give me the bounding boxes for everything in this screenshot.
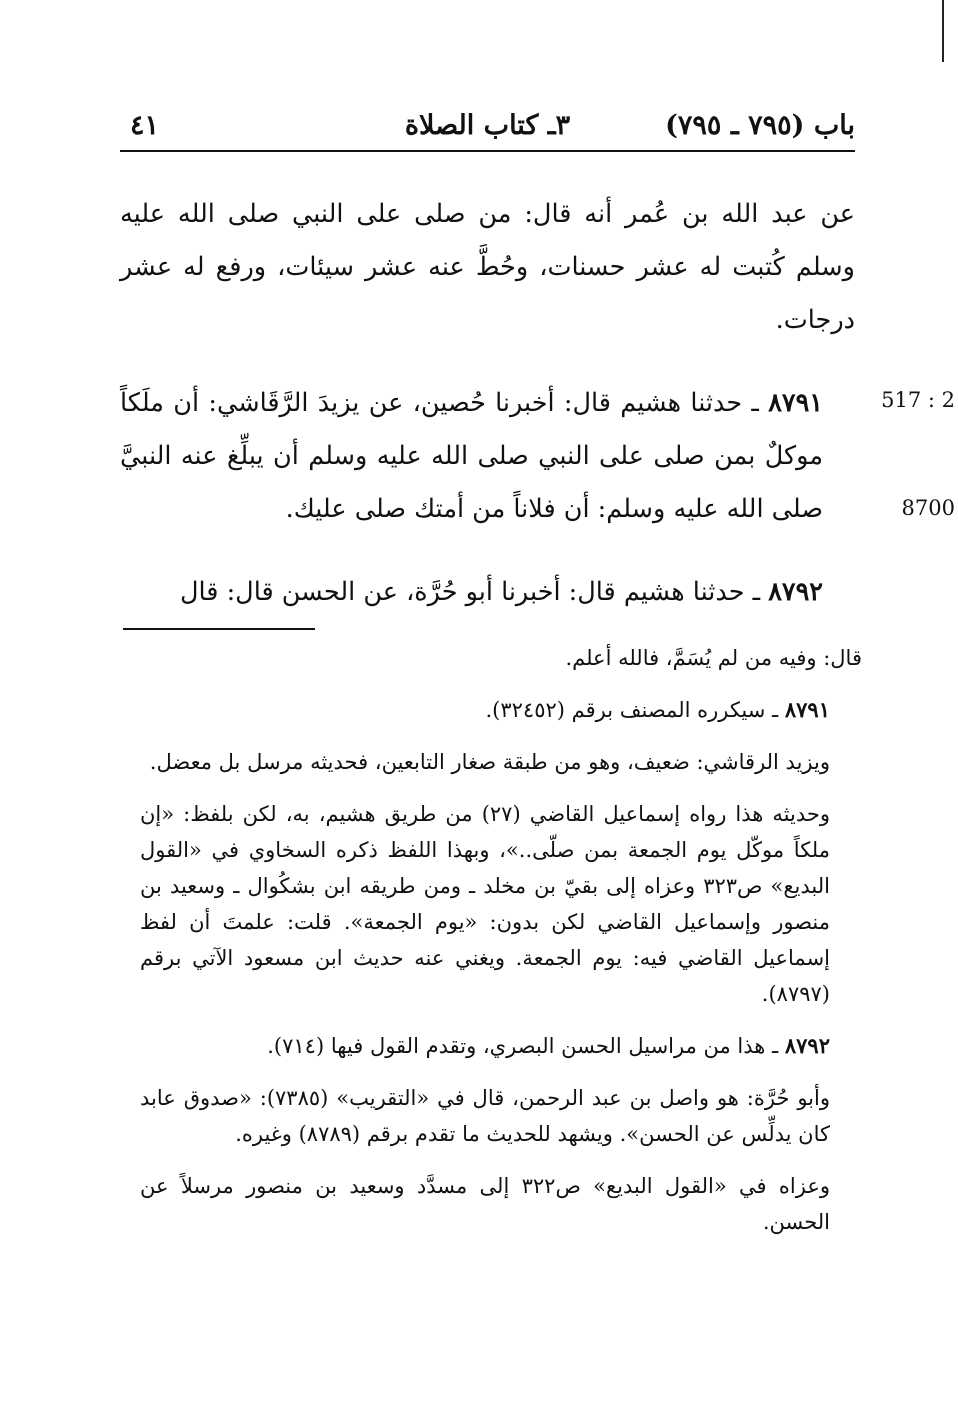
footnote-line: قال: وفيه من لم يُسَمَّ، فالله أعلم. [565,646,862,670]
chapter-heading: باب (٧٩٥ ـ ٧٩٥) [665,110,855,141]
footnote-8791 [140,692,862,728]
footnote-8791-text: ـ سيكرره المصنف برقم (٣٢٤٥٢). [485,698,785,722]
hadith-8792-number: ٨٧٩٢ [768,577,823,607]
footnote-separator [123,628,315,630]
hadith-8792-text: ـ حدثنا هشيم قال: أخبرنا أبو حُرَّة، عن الحسن قال: قال [179,577,769,607]
footnote-raqashi: ويزيد الرقاشي: ضعيف، وهو من طبقة صغار التابعين، فحديثه مرسل بل معضل. [149,750,830,774]
footnote-8792 [140,1028,862,1064]
footnote-qawl-badi: وعزاه في «القول البديع» ص٣٢٢ إلى مسدَّد وسعيد بن منصور مرسلاً عن الحسن. [140,1174,830,1234]
margin-reference-number: 8700 [901,496,955,520]
book-heading: ٣ـ كتاب الصلاة [404,110,571,141]
footnote-abu-hurra: وأبو حُرَّة: هو واصل بن عبد الرحمن، قال في «التقريب» (٧٣٨٥): «صدوق عابد كان يدلِّس عن الحسن». ويشهد للحديث ما تقدم برقم (٨٧٨٩) وغيره. [140,1086,830,1146]
continuation-paragraph: عن عبد الله بن عُمر أنه قال: من صلى على النبي صلى الله عليه وسلم كُتبت له عشر حسنات، وحُطَّ عنه عشر سيئات، ورفع له عشر درجات. [120,199,855,335]
footnote-8791-number: ٨٧٩١ [784,697,830,722]
footnote-8792-text: ـ هذا من مراسيل الحسن البصري، وتقدم القول فيها (٧١٤). [267,1034,785,1058]
hadith-8792 [120,566,855,619]
hadith-8791 [120,377,855,536]
footnote-8792-number: ٨٧٩٢ [784,1033,830,1058]
running-header [120,108,855,152]
hadith-8791-text: ـ حدثنا هشيم قال: أخبرنا حُصين، عن يزيدَ الرَّقَاشي: أن ملَكاً موكلٌ بمن صلى على النبي صلى الله عليه وسلم أن يبلِّغ عنه النبيَّ صلى الله عليه وسلم: أن فلاناً من أمتك صلى عليك. [120,388,823,524]
hadith-8791-number: ٨٧٩١ [768,388,823,418]
margin-reference-volume-page: 517 : 2 [881,388,955,412]
footnotes [140,640,862,1256]
page-body [120,108,955,619]
footnote-ismail-qadi: وحديثه هذا رواه إسماعيل القاضي (٢٧) من طريق هشيم، به، لكن بلفظ: «إن ملكاً موكّل يوم الجمعة بمن صلّى..»، وبهذا اللفظ ذكره السخاوي في «القول البديع» ص٣٢٣ وعزاه إلى بقيّ بن مخلد ـ ومن طريقه ابن بشكُوال ـ وسعيد بن منصور وإسماعيل القاضي لكن بدون: «يوم الجمعة». قلت: علمتَ أن لفظ إسماعيل القاضي فيه: يوم الجمعة. ويغني عنه حديث ابن مسعود الآتي برقم (٨٧٩٧). [140,802,830,1006]
main-text [120,188,855,619]
page-number: ٤١ [130,110,160,141]
page-edge-line [942,0,944,62]
